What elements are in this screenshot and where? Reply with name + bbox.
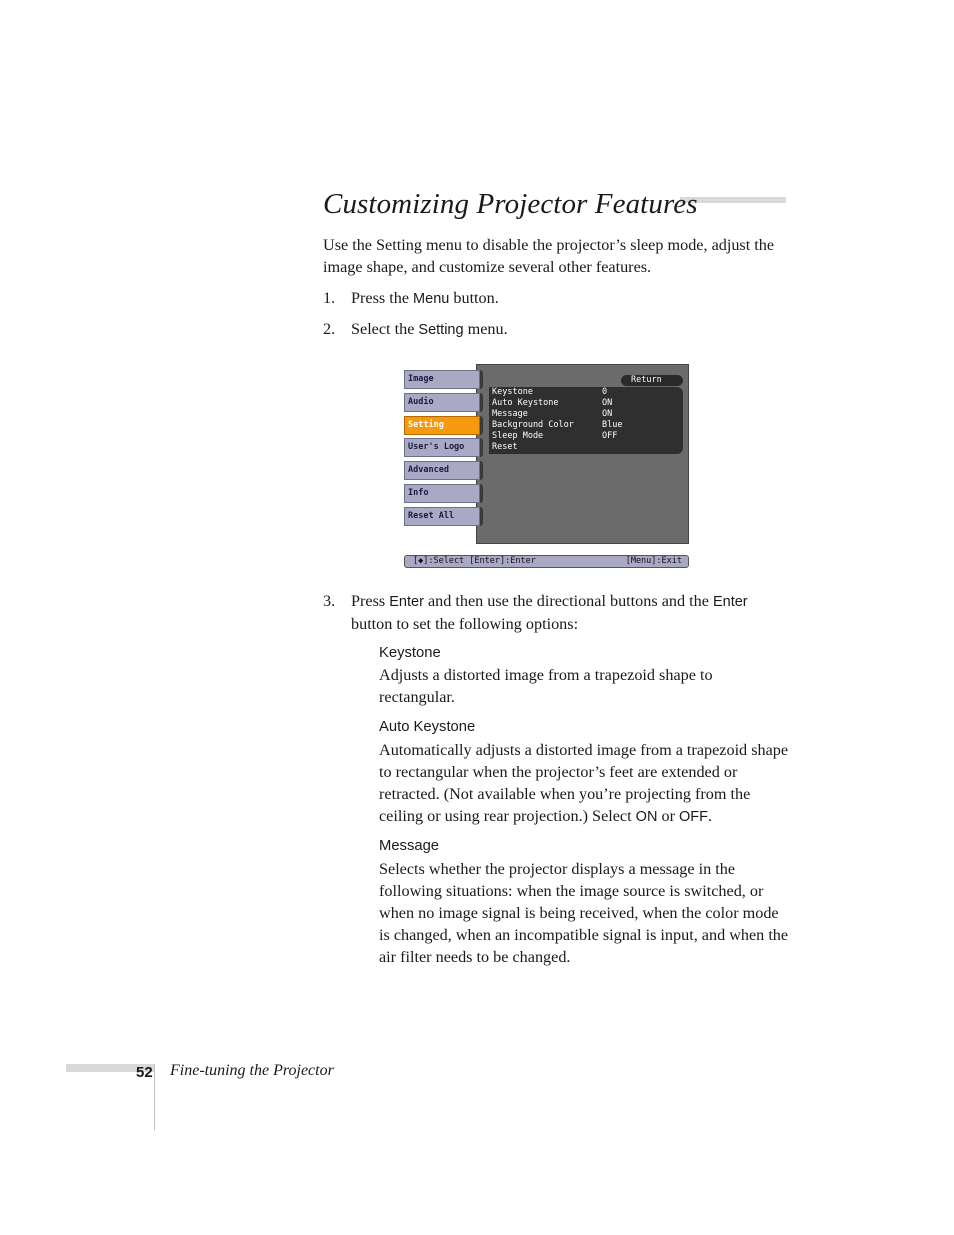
enter-key: Enter: [389, 594, 424, 610]
menu-row: Keystone 0: [492, 387, 608, 397]
step-number: 2.: [323, 320, 336, 338]
menu-row: Reset: [492, 442, 518, 452]
page-number: 52: [136, 1064, 153, 1081]
setting-key: Setting: [418, 322, 464, 338]
page-title: Customizing Projector Features: [323, 188, 698, 220]
enter-key: Enter: [712, 594, 748, 610]
projector-menu-screenshot: [404, 364, 689, 568]
option-message-desc: Selects whether the projector displays a message in the following situations: when the image source is switched, or when no image signal is being received, when the color mode is changed, when an incompatible signal is input, and when the air filter needs to be changed.: [379, 860, 789, 966]
step-number: 3.: [323, 592, 336, 610]
step-number: 1.: [323, 289, 336, 307]
option-keystone-desc: Adjusts a distorted image from a trapezoid shape to rectangular.: [379, 666, 713, 706]
option-auto-keystone-title: Auto Keystone: [379, 719, 476, 735]
status-right: [Menu]:Exit: [625, 556, 682, 566]
side-item-setting: Setting: [404, 416, 480, 435]
option-keystone-title: Keystone: [379, 645, 441, 661]
footer-line: [154, 1064, 155, 1130]
side-item-audio: Audio: [404, 393, 480, 412]
return-item: Return: [621, 375, 683, 386]
menu-row: Message ON: [492, 409, 613, 419]
menu-row: Sleep Mode OFF: [492, 431, 618, 441]
setting-list: [489, 387, 683, 454]
side-item-users-logo: User's Logo: [404, 438, 480, 457]
option-auto-keystone-desc: Automatically adjusts a distorted image from a trapezoid shape to rectangular when the projector’s feet are extended or retracted. (Not available when you’re projecting from the ceiling or using rear projection.) Select ON or OFF.: [379, 741, 789, 825]
option-message-title: Message: [379, 838, 440, 854]
menu-row: Auto Keystone ON: [492, 398, 613, 408]
side-item-image: Image: [404, 370, 480, 389]
menu-row: Background Color Blue: [492, 420, 623, 430]
menu-panel: [476, 364, 689, 544]
intro-paragraph: Use the Setting menu to disable the projector’s sleep mode, adjust the image shape, and customize several other features.: [323, 236, 775, 276]
chapter-title: Fine-tuning the Projector: [170, 1062, 334, 1079]
side-item-advanced: Advanced: [404, 461, 480, 480]
menu-key: Menu: [413, 291, 450, 307]
side-item-info: Info: [404, 484, 480, 503]
menu-status-bar: [404, 555, 689, 568]
status-left: [◆]:Select [Enter]:Enter: [413, 556, 536, 566]
side-item-reset-all: Reset All: [404, 507, 480, 526]
